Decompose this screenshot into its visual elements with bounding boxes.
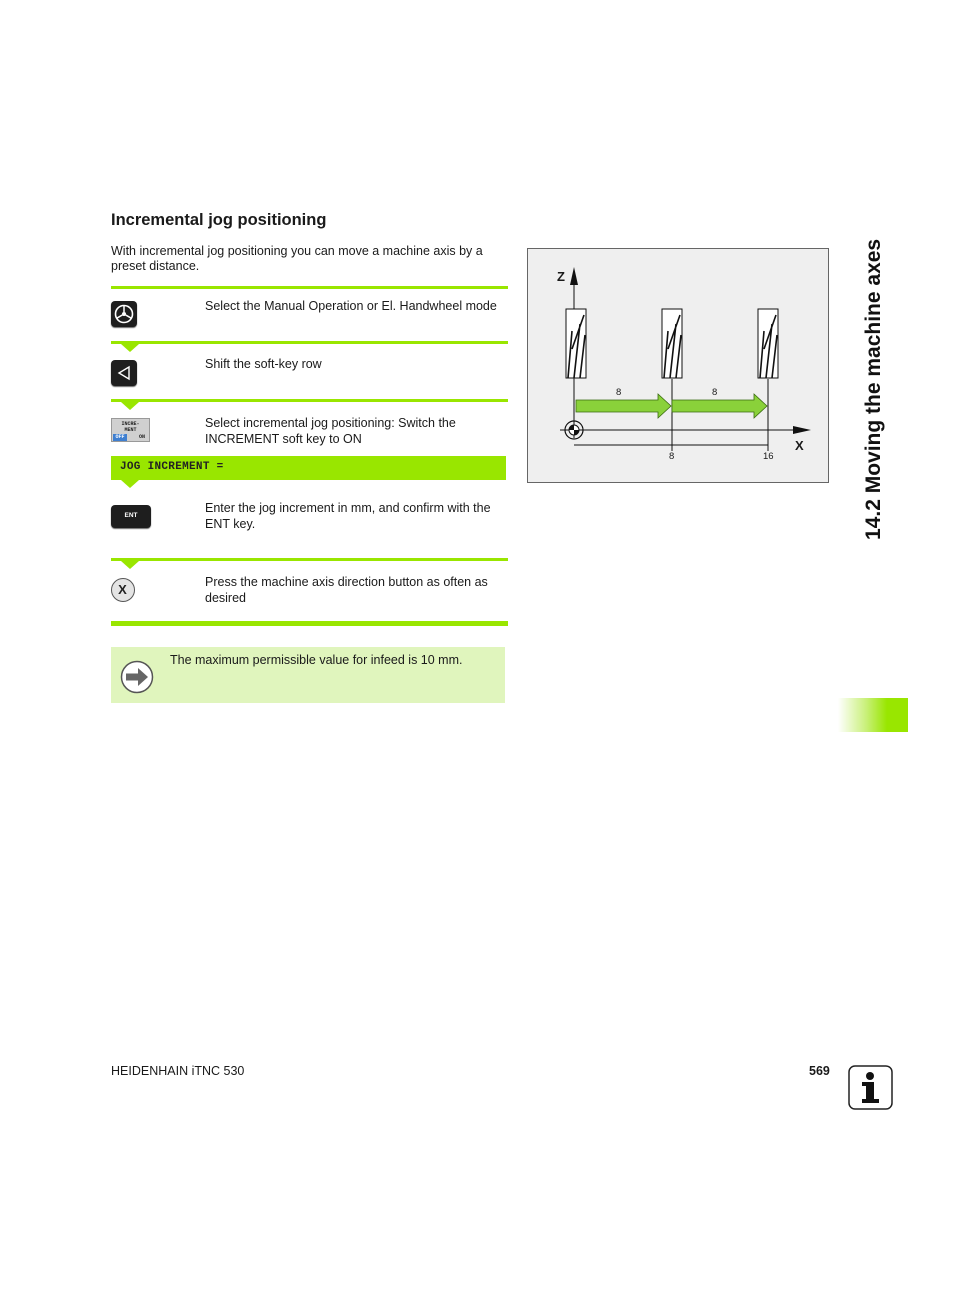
jog-increment-figure [527,248,829,483]
steps-end-divider [111,621,508,626]
step-divider [111,558,508,561]
milling-tool-icon [662,309,682,378]
soft-key-shift-left-icon [111,360,137,386]
milling-tool-icon [758,309,778,378]
handwheel-mode-key-icon [111,301,137,327]
softkey-off-state: OFF [113,434,127,441]
step-divider [111,286,508,289]
increment-arrow [576,394,671,418]
step-divider [111,399,508,402]
intro-text: With incremental jog positioning you can move a machine axis by a preset distance. [111,244,483,273]
step-text: Press the machine axis direction button as often as desired [205,575,488,605]
increment-arrow [672,394,767,418]
x-axis-key-label: X [118,582,127,597]
note-box [111,647,505,703]
step-divider [111,341,508,344]
ent-key-label: ENT [124,512,138,519]
step-text: Enter the jog increment in mm, and confirm with the ENT key. [205,501,491,531]
step-marker [121,561,139,569]
info-icon [848,1065,893,1110]
increment-label: 8 [616,387,622,398]
increment-label: 8 [712,387,718,398]
section-title: Incremental jog positioning [111,211,327,229]
step-text: Select incremental jog positioning: Switch the INCREMENT soft key to ON [205,416,456,446]
footer-product: HEIDENHAIN iTNC 530 [111,1064,245,1078]
softkey-on-state: ON [138,434,145,440]
x-axis-key [111,578,135,602]
page-number: 569 [809,1064,830,1078]
ent-key [111,505,151,528]
z-axis-arrow [570,267,578,285]
note-text: The maximum permissible value for infeed is 10 mm. [170,653,463,667]
milling-tool-icon [566,309,586,378]
step-marker [121,344,139,352]
x-axis-arrow [793,426,811,434]
tick-label: 16 [763,451,774,462]
dialog-prompt: JOG INCREMENT = [120,461,224,473]
step-marker [121,402,139,410]
arrow-right-icon [120,660,154,699]
dialog-line [111,456,506,480]
tick-label: 8 [669,451,675,462]
increment-soft-key [111,418,150,442]
chapter-tab [838,698,908,732]
step-marker [121,480,139,488]
z-axis-label: Z [557,269,565,284]
x-axis-label: X [795,438,804,453]
chapter-title: 14.2 Moving the machine axes [862,238,885,540]
step-text: Shift the soft-key row [205,357,322,371]
softkey-label-line2: MENT [124,427,137,433]
softkey-label-line1: INCRE- [121,421,140,427]
step-text: Select the Manual Operation or El. Handwheel mode [205,299,497,313]
